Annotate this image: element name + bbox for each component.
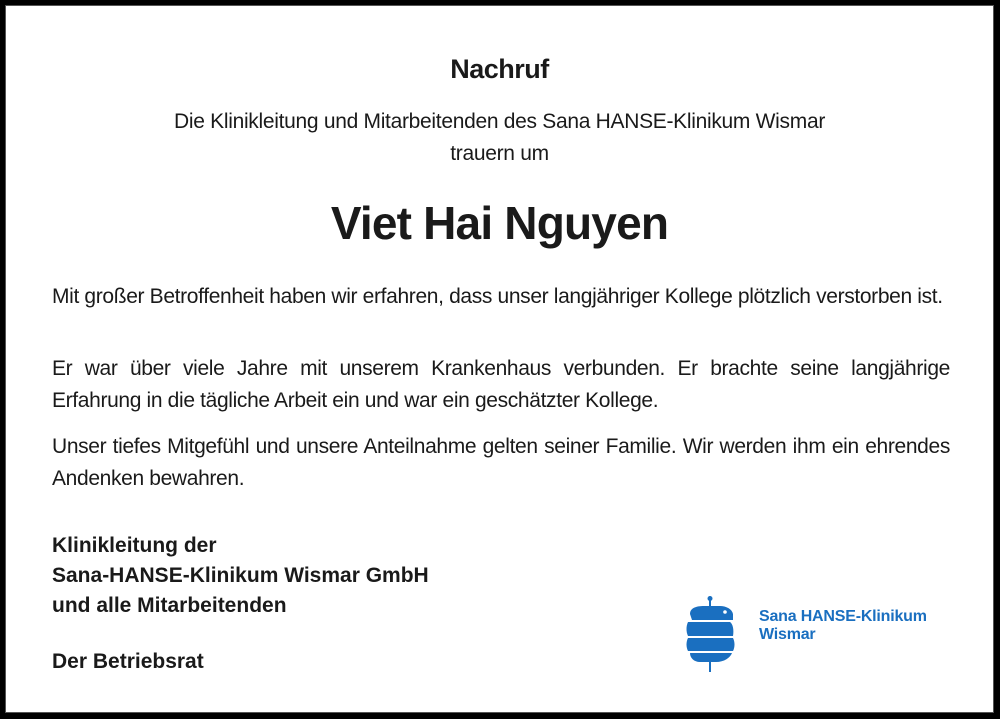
intro-line-2: trauern um — [450, 142, 549, 165]
sana-serpent-staff-icon — [678, 596, 738, 676]
logo-text — [759, 608, 927, 644]
signature-line-2: Sana-HANSE-Klinikum Wismar GmbH — [52, 564, 429, 587]
signature-line-1: Klinikleitung der — [52, 534, 217, 557]
notice-title: Nachruf — [450, 54, 549, 84]
signature-line-3: und alle Mitarbeitenden — [52, 594, 287, 617]
signature-works-council: Der Betriebsrat — [52, 650, 204, 673]
intro-line-1: Die Klinikleitung und Mitarbeitenden des Sana HANSE-Klinikum Wismar — [173, 110, 826, 133]
sana-logo — [678, 596, 958, 676]
notice-intro — [6, 106, 993, 170]
logo-text-line-2: Wismar — [759, 626, 816, 643]
logo-text-line-1: Sana HANSE-Klinikum — [759, 608, 927, 625]
deceased-name: Viet Hai Nguyen — [330, 197, 669, 249]
signature-management — [52, 531, 429, 621]
obituary-notice — [5, 5, 994, 713]
paragraph-2: Er war über viele Jahre mit unserem Krankenhaus verbunden. Er brachte seine langjährige Erfahrung in die tägliche Arbeit ein und war ein geschätzter Kollege. — [52, 357, 950, 412]
paragraph-3: Unser tiefes Mitgefühl und unsere Anteilnahme gelten seiner Familie. Wir werden ihm ein ehrendes Andenken bewahren. — [52, 435, 950, 490]
paragraph-1: Mit großer Betroffenheit haben wir erfahren, dass unser langjähriger Kollege plötzlich verstorben ist. — [52, 285, 943, 308]
